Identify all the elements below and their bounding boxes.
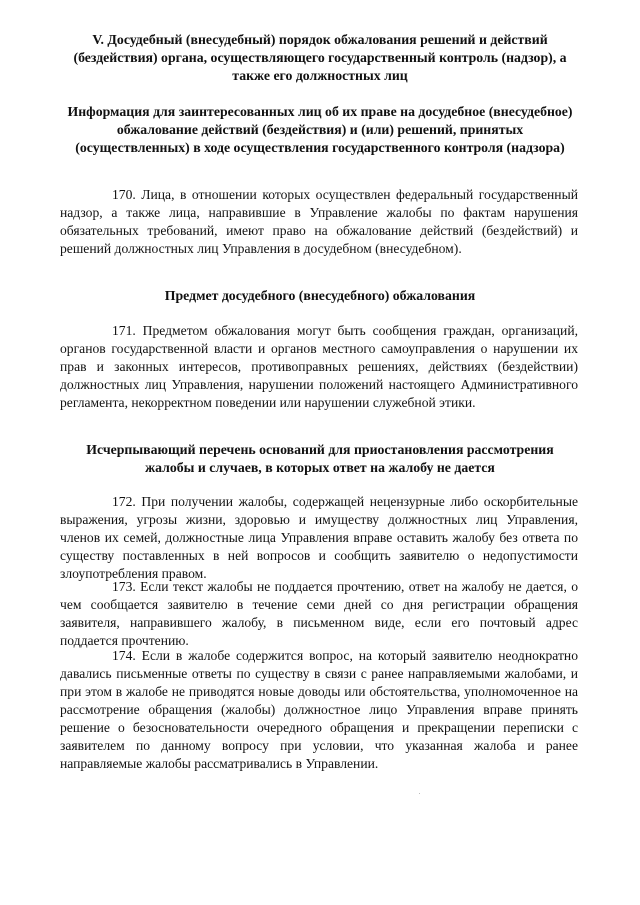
- paragraph-170: 170. Лица, в отношении которых осуществлен федеральный государственный надзор, а также лица, направившие в Управление жалобы по фактам нарушения обязательных требований, имеют право на обжалование действий (бездействий) и решений должностных лиц Управления в досудебном (внесудебном).: [60, 187, 578, 256]
- paragraph-172: 172. При получении жалобы, содержащей нецензурные либо оскорбительные выражения, угрозы жизни, здоровью и имуществу должностных лиц Управления, членов их семей, должностные лица Управления вправе оставить жалобу без ответа по существу поставленных в ней вопросов и сообщить заявителю о недопустимости злоупотребления правом.: [60, 494, 578, 581]
- scan-speck: [419, 793, 420, 794]
- paragraph-171: 171. Предметом обжалования могут быть сообщения граждан, организаций, органов государственной власти и органов местного самоуправления о нарушении их прав и законных интересов, противоправных решениях, действиях (бездействии) должностных лиц Управления, нарушении положений настоящего Административного регламента, некорректном поведении или нарушении служебной этики.: [60, 323, 578, 410]
- grounds-heading: Исчерпывающий перечень оснований для приостановления рассмотрения жалобы и случаев, в которых ответ на жалобу не дается: [86, 442, 554, 475]
- paragraph-174: 174. Если в жалобе содержится вопрос, на который заявителю неоднократно давались письменные ответы по существу в связи с ранее направляемыми жалобами, и при этом в жалобе не приводятся новые доводы или обстоятельства, уполномоченное на рассмотрение обращения (жалобы) должностное лицо Управления вправе принять решение о безосновательности очередного обращения и прекращении переписки с заявителем по данному вопросу при условии, что указанная жалоба и ранее направляемые жалобы рассматривались в Управлении.: [60, 648, 578, 771]
- section-v-title: V. Досудебный (внесудебный) порядок обжалования решений и действий (бездействия) органа, осуществляющего государственный контроль (надзор), а также его должностных лиц: [73, 32, 567, 83]
- paragraph-173: 173. Если текст жалобы не поддается прочтению, ответ на жалобу не дается, о чем сообщается заявителю в течение семи дней со дня регистрации обращения заявителя, направившего жалобу, в письменном виде, если его почтовый адрес поддается прочтению.: [60, 579, 578, 648]
- info-heading: Информация для заинтересованных лиц об их праве на досудебное (внесудебное) обжалование действий (бездействия) и (или) решений, принятых (осуществленных) в ходе осуществления государственного контроля (надзора): [67, 104, 573, 155]
- subject-heading: Предмет досудебного (внесудебного) обжалования: [164, 288, 476, 303]
